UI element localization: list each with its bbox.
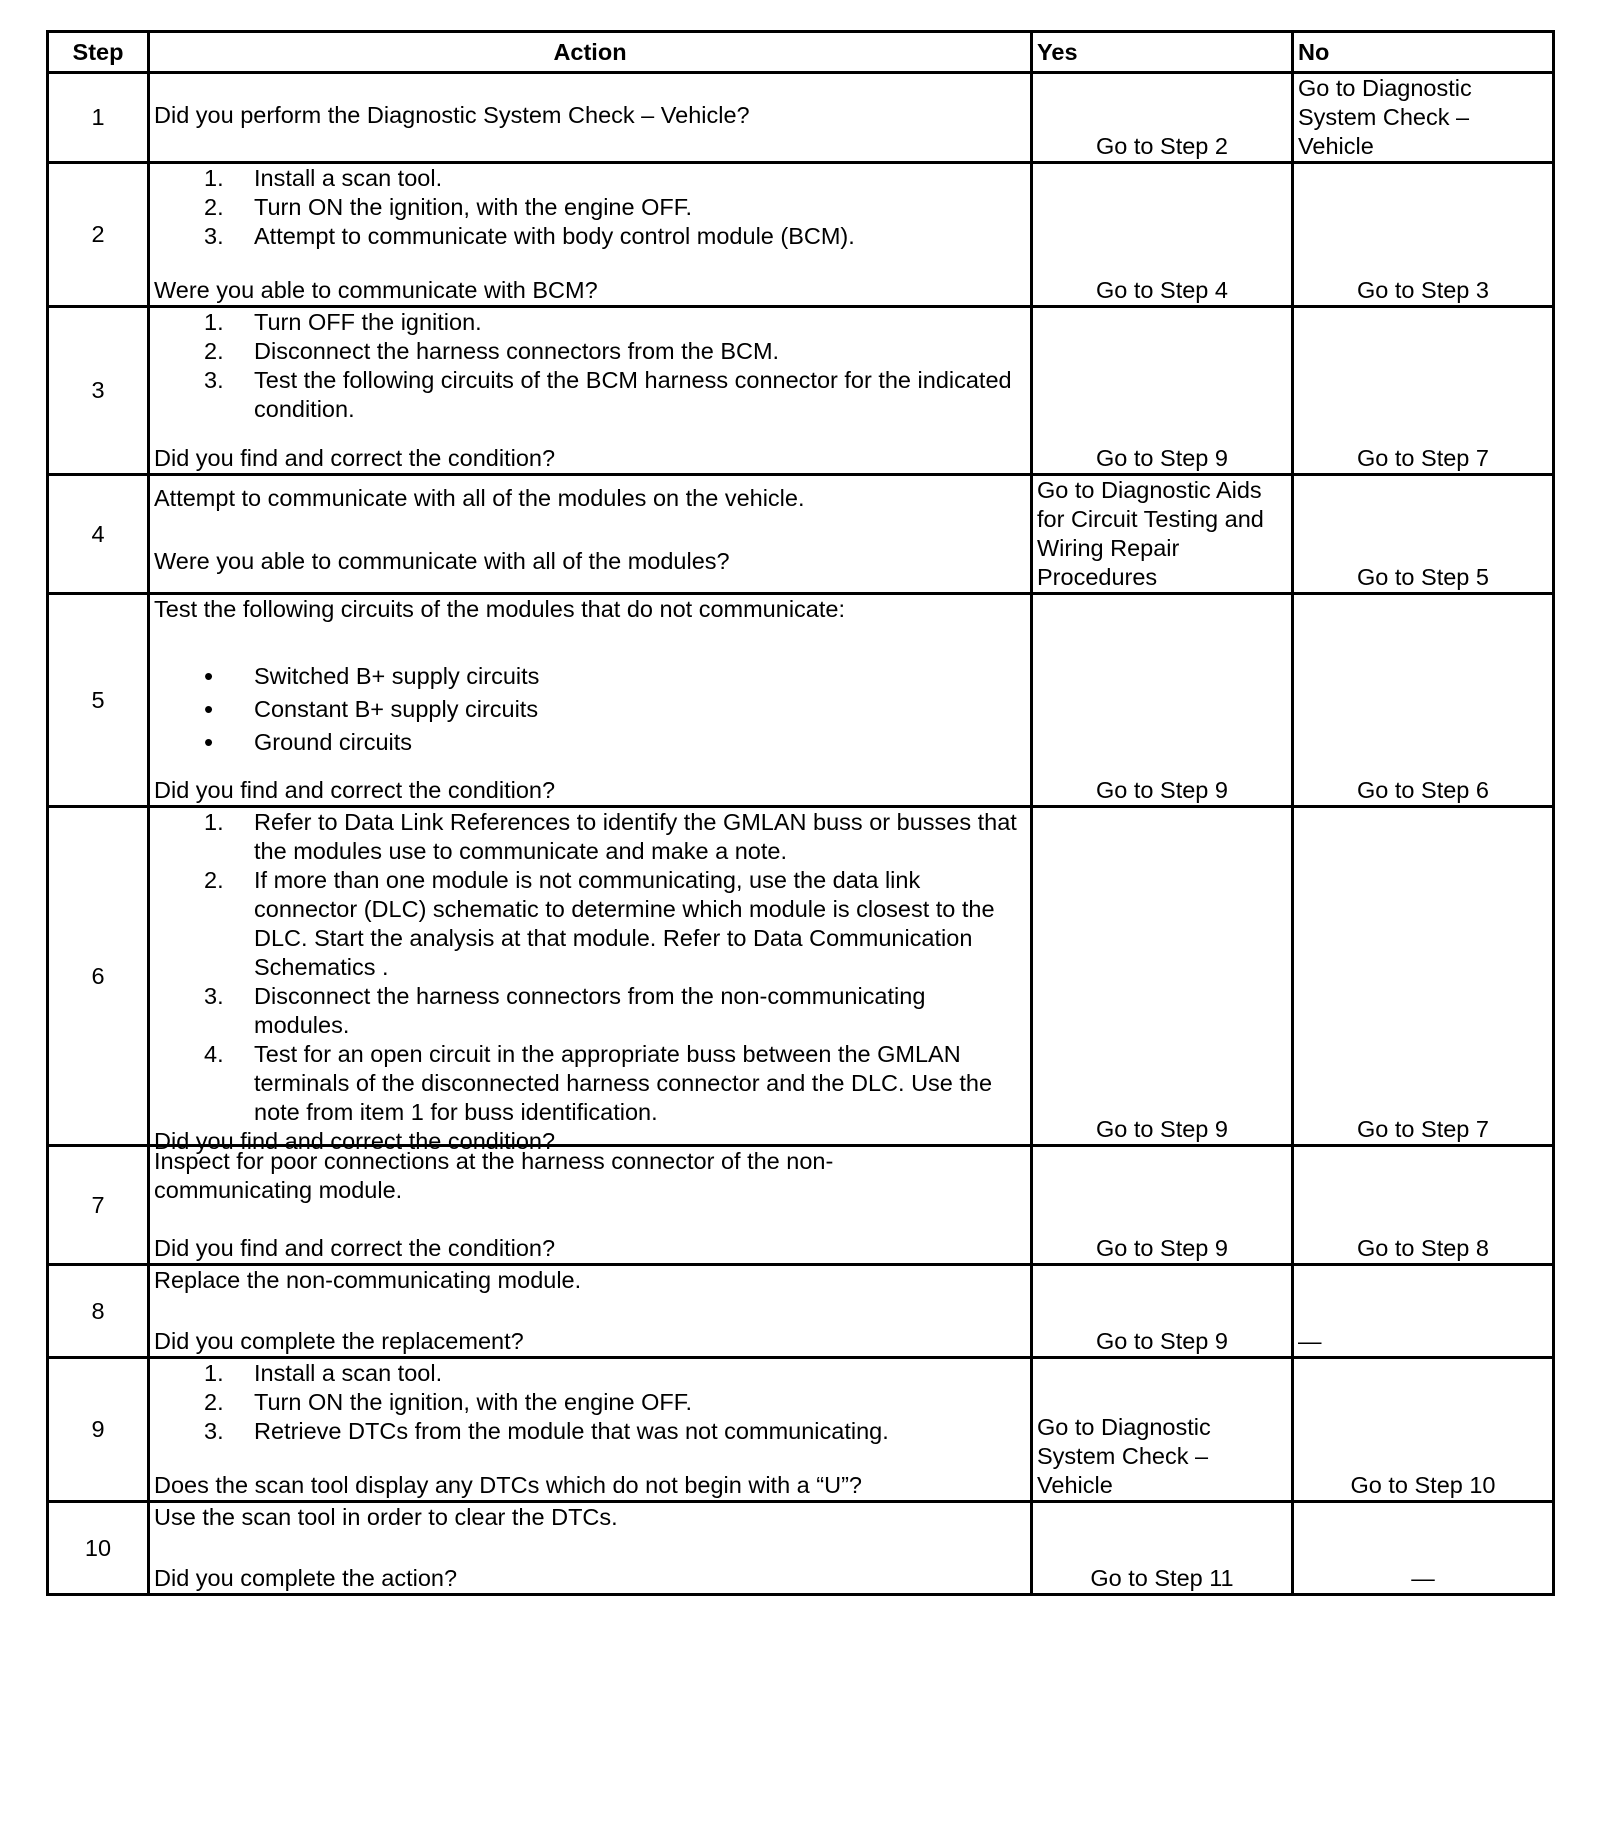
list-item: Retrieve DTCs from the module that was not communicating. [254, 1418, 889, 1444]
table-row [48, 807, 1554, 1146]
action-question: Did you complete the replacement? [154, 1328, 524, 1354]
action-steps [154, 808, 1026, 1127]
action-cell [149, 475, 1032, 594]
table-row [48, 73, 1554, 163]
list-item: Install a scan tool. [254, 1360, 443, 1386]
step-number: 4 [48, 475, 149, 594]
header-step: Step [48, 32, 149, 73]
step-number: 10 [48, 1502, 149, 1595]
no-cell: Go to Step 10 [1293, 1358, 1554, 1502]
table-row [48, 1146, 1554, 1265]
list-item: • Constant B+ supply circuits [254, 693, 1026, 726]
action-steps [154, 1359, 1026, 1446]
action-question: Did you find and correct the condition? [154, 1128, 556, 1154]
action-bullets [154, 660, 1026, 759]
list-item: If more than one module is not communicating, use the data link connector (DLC) schematic to determine which module is closest to the DLC. Start the analysis at that module. Refer to Data Communication Schematics . [254, 867, 995, 980]
yes-cell: Go to Step 9 [1032, 307, 1293, 475]
no-cell: Go to Step 6 [1293, 594, 1554, 807]
list-item: Test the following circuits of the BCM harness connector for the indicated condition. [254, 367, 1012, 422]
step-number: 6 [48, 807, 149, 1146]
header-row [48, 32, 1554, 73]
list-item: Refer to Data Link References to identify the GMLAN buss or busses that the modules use to communicate and make a note. [254, 809, 1017, 864]
list-item: Attempt to communicate with body control module (BCM). [254, 223, 855, 249]
list-item: Disconnect the harness connectors from the BCM. [254, 338, 780, 364]
table-row [48, 1502, 1554, 1595]
no-cell: — [1293, 1265, 1554, 1358]
yes-cell: Go to Step 9 [1032, 594, 1293, 807]
no-cell: Go to Diagnostic System Check – Vehicle [1293, 73, 1554, 163]
step-number: 2 [48, 163, 149, 307]
table-row [48, 307, 1554, 475]
header-action: Action [149, 32, 1032, 73]
diagnostic-table [46, 30, 1555, 1596]
action-intro: Inspect for poor connections at the harness connector of the non-communicating module. [154, 1148, 834, 1203]
list-item: Disconnect the harness connectors from the non-communicating modules. [254, 983, 926, 1038]
step-number: 8 [48, 1265, 149, 1358]
header-no: No [1293, 32, 1554, 73]
action-question: Did you find and correct the condition? [154, 777, 556, 803]
action-cell [149, 807, 1032, 1154]
action-question: Were you able to communicate with BCM? [154, 277, 598, 303]
step-number: 9 [48, 1358, 149, 1502]
no-cell: Go to Step 5 [1293, 475, 1554, 594]
yes-cell: Go to Step 4 [1032, 163, 1293, 307]
action-steps [154, 308, 1026, 424]
list-item: Turn ON the ignition, with the engine OFF. [254, 194, 693, 220]
action-cell [149, 307, 1032, 475]
header-yes: Yes [1032, 32, 1293, 73]
table-row [48, 1358, 1554, 1502]
table-row [48, 163, 1554, 307]
action-question: Does the scan tool display any DTCs which do not begin with a “U”? [154, 1472, 862, 1498]
action-cell [149, 1358, 1032, 1502]
step-number: 1 [48, 73, 149, 163]
action-cell [149, 1502, 1032, 1595]
action-intro: Use the scan tool in order to clear the DTCs. [154, 1504, 618, 1530]
action-question: Did you complete the action? [154, 1565, 458, 1591]
yes-cell: Go to Diagnostic Aids for Circuit Testing and Wiring Repair Procedures [1032, 475, 1293, 594]
yes-cell: Go to Step 9 [1032, 1146, 1293, 1265]
action-cell [149, 1146, 1032, 1265]
action-cell [149, 73, 1032, 163]
action-question: Did you find and correct the condition? [154, 445, 556, 471]
action-question: Did you find and correct the condition? [154, 1235, 556, 1261]
no-cell: Go to Step 7 [1293, 807, 1554, 1146]
list-item: Turn OFF the ignition. [254, 309, 482, 335]
no-cell: Go to Step 7 [1293, 307, 1554, 475]
action-question: Were you able to communicate with all of the modules? [154, 548, 730, 574]
no-cell: Go to Step 8 [1293, 1146, 1554, 1265]
action-steps [154, 164, 1026, 251]
table-row [48, 594, 1554, 807]
list-item: • Switched B+ supply circuits [254, 660, 1026, 693]
action-intro: Replace the non-communicating module. [154, 1267, 582, 1293]
list-item: Turn ON the ignition, with the engine OFF. [254, 1389, 693, 1415]
action-cell [149, 163, 1032, 307]
step-number: 3 [48, 307, 149, 475]
yes-cell: Go to Step 9 [1032, 1265, 1293, 1358]
no-cell: Go to Step 3 [1293, 163, 1554, 307]
yes-cell: Go to Step 9 [1032, 807, 1293, 1146]
action-intro: Test the following circuits of the modules that do not communicate: [154, 596, 845, 622]
list-item: Install a scan tool. [254, 165, 443, 191]
action-question: Did you perform the Diagnostic System Check – Vehicle? [154, 101, 750, 128]
action-intro: Attempt to communicate with all of the modules on the vehicle. [154, 485, 805, 511]
yes-cell: Go to Step 2 [1032, 73, 1293, 163]
list-item: • Ground circuits [254, 726, 1026, 759]
action-cell [149, 1265, 1032, 1358]
yes-cell: Go to Step 11 [1032, 1502, 1293, 1595]
yes-cell: Go to Diagnostic System Check – Vehicle [1032, 1358, 1293, 1502]
table-row [48, 1265, 1554, 1358]
step-number: 5 [48, 594, 149, 807]
no-cell: — [1293, 1502, 1554, 1595]
table-row [48, 475, 1554, 594]
step-number: 7 [48, 1146, 149, 1265]
list-item: Test for an open circuit in the appropriate buss between the GMLAN terminals of the disconnected harness connector and the DLC. Use the note from item 1 for buss identification. [254, 1041, 993, 1125]
action-cell [149, 594, 1032, 807]
